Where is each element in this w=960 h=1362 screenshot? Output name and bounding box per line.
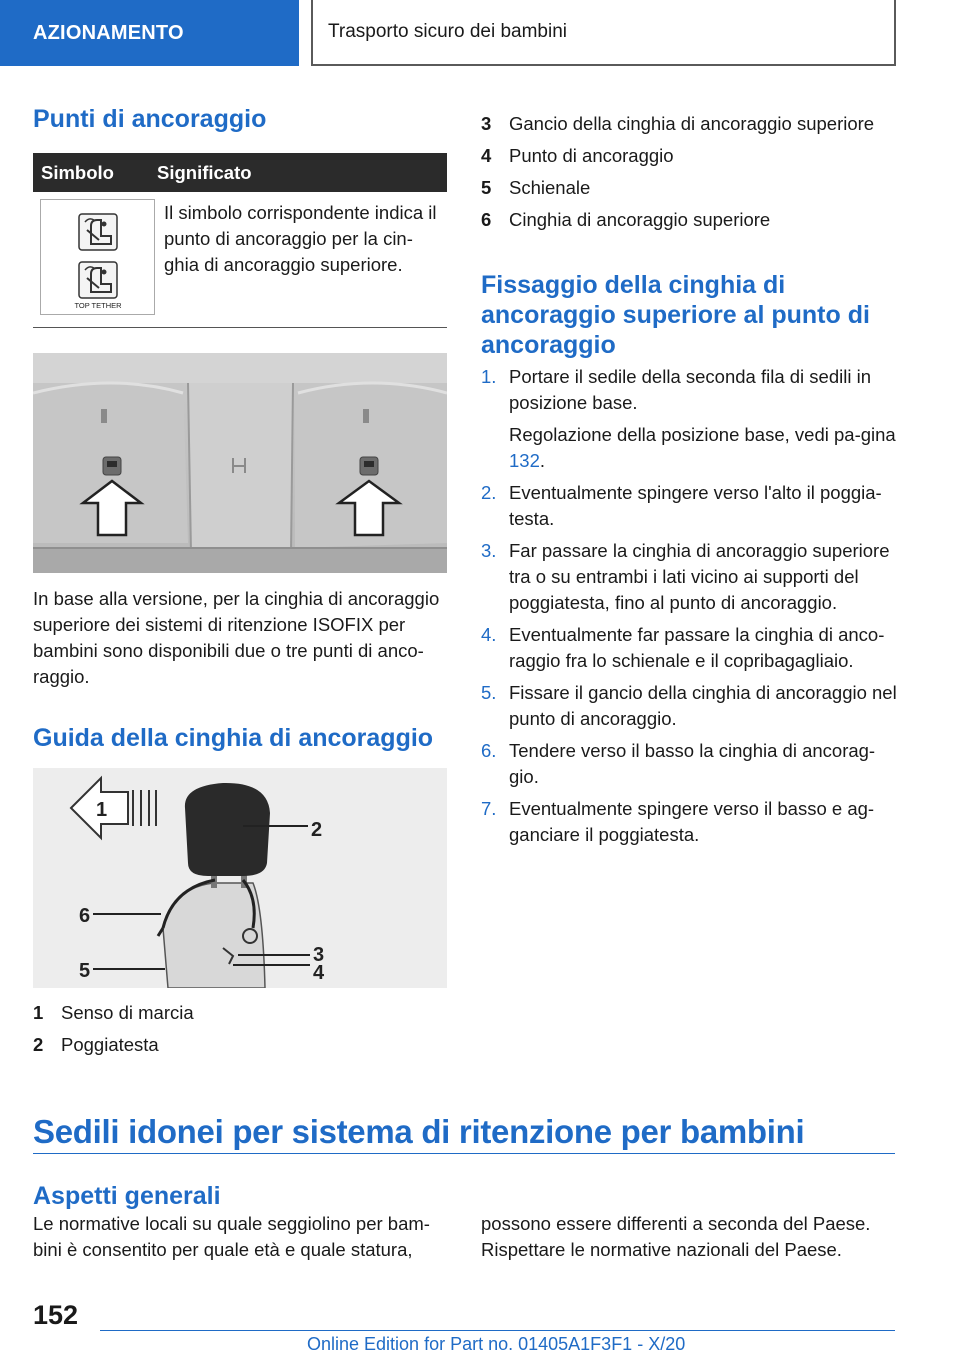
anchor-paragraph: In base alla versione, per la cinghia di ancoraggio superiore dei sistemi di ritenzione ISOFIX per bambini sono disponibili due o tre punti di anco-raggio. (33, 588, 440, 687)
step-item (481, 622, 901, 674)
legend-left (33, 997, 194, 1061)
legend-num: 3 (481, 113, 492, 134)
legend-num: 6 (481, 209, 492, 230)
legend-text: Cinghia di ancoraggio superiore (509, 209, 771, 230)
page-link[interactable]: 132 (509, 450, 540, 471)
diagram-label-4: 4 (313, 962, 325, 984)
chapter-title-text: Trasporto sicuro dei bambini (328, 21, 568, 42)
step-number: 6. (481, 740, 497, 761)
step-text: Eventualmente spingere verso il basso e ag-ganciare il poggiatesta. (509, 798, 875, 845)
step-text: Tendere verso il basso la cinghia di ancorag-gio. (509, 740, 876, 787)
legend-num: 4 (481, 145, 492, 166)
step-subtext (509, 422, 899, 474)
step-subtext-post: . (539, 450, 546, 471)
legend-num: 2 (33, 1034, 44, 1055)
top-tether-caption: TOP TETHER (74, 301, 122, 310)
top-tether-symbol (40, 199, 155, 315)
step-number: 4. (481, 624, 497, 645)
legend-num: 5 (481, 177, 492, 198)
step-text: Eventualmente far passare la cinghia di anco-raggio fra lo schienale e il copribagagliaio. (509, 624, 885, 671)
col-symbol: Simbolo (41, 161, 114, 183)
diagram-label-6: 6 (79, 905, 91, 927)
heading-rule (33, 1153, 895, 1154)
legend-right (481, 108, 874, 236)
legend-item (33, 997, 194, 1029)
legend-text: Gancio della cinghia di ancoraggio superiore (509, 113, 875, 134)
chapter-title (311, 0, 896, 66)
seats-text-left: Le normative locali su quale seggiolino per bam-bini è consentito per quale età e quale statura, (33, 1213, 430, 1260)
step-item (481, 480, 901, 532)
step-text: Eventualmente spingere verso l'alto il poggia-testa. (509, 482, 882, 529)
diagram-label-2: 2 (311, 819, 323, 841)
symbol-table-header (33, 153, 447, 192)
anchor-points-photo (33, 353, 447, 573)
col-meaning: Significato (157, 161, 252, 183)
edition-text: Online Edition for Part no. 01405A1F3F1 - X/20 (307, 1334, 686, 1354)
diagram-label-3: 3 (313, 944, 325, 966)
symbol-meaning: Il simbolo corrispondente indica il punto di ancoraggio per la cin-ghia di ancoraggio superiore. (164, 202, 437, 275)
footer-rule (100, 1330, 895, 1331)
step-text: Fissare il gancio della cinghia di ancoraggio nel punto di ancoraggio. (509, 682, 897, 729)
step-number: 2. (481, 482, 497, 503)
guide-heading: Guida della cinghia di ancoraggio (33, 724, 434, 752)
step-item (481, 364, 901, 474)
legend-item (481, 140, 874, 172)
symbol-table-row (33, 192, 447, 328)
symbol-table (33, 153, 447, 328)
diagram-label-5: 5 (79, 960, 91, 982)
fixing-heading: Fissaggio della cinghia di ancoraggio superiore al punto di ancoraggio (481, 271, 870, 359)
fixing-steps (481, 364, 901, 854)
legend-item (481, 204, 874, 236)
legend-item (481, 172, 874, 204)
page-number: 152 (33, 1300, 79, 1330)
step-item (481, 538, 901, 616)
seats-text-right: possono essere differenti a seconda del Paese. Rispettare le normative nazionali del Paese. (481, 1213, 871, 1260)
seats-heading: Sedili idonei per sistema di ritenzione per bambini (33, 1113, 805, 1150)
legend-text: Poggiatesta (61, 1034, 159, 1055)
diagram-label-1: 1 (96, 799, 108, 821)
step-number: 5. (481, 682, 497, 703)
headrest-diagram (33, 768, 447, 988)
step-number: 7. (481, 798, 497, 819)
step-subtext-pre: Regolazione della posizione base, vedi pa-gina (509, 424, 896, 445)
step-text: Far passare la cinghia di ancoraggio superiore tra o su entrambi i lati vicino ai supporti del poggiatesta, fino al punto di ancoraggio. (509, 540, 890, 613)
legend-text: Punto di ancoraggio (509, 145, 674, 166)
general-subheading: Aspetti generali (33, 1182, 221, 1210)
step-number: 3. (481, 540, 497, 561)
legend-text: Schienale (509, 177, 591, 198)
legend-text: Senso di marcia (61, 1002, 194, 1023)
legend-item (33, 1029, 194, 1061)
step-item (481, 680, 901, 732)
legend-item (481, 108, 874, 140)
step-text: Portare il sedile della seconda fila di sedili in posizione base. (509, 366, 871, 413)
step-number: 1. (481, 366, 497, 387)
section-tab: AZIONAMENTO (0, 0, 299, 66)
anchor-heading: Punti di ancoraggio (33, 105, 267, 133)
step-item (481, 796, 901, 848)
child-seat-anchor-icon (41, 200, 154, 314)
step-item (481, 738, 901, 790)
legend-num: 1 (33, 1002, 44, 1023)
